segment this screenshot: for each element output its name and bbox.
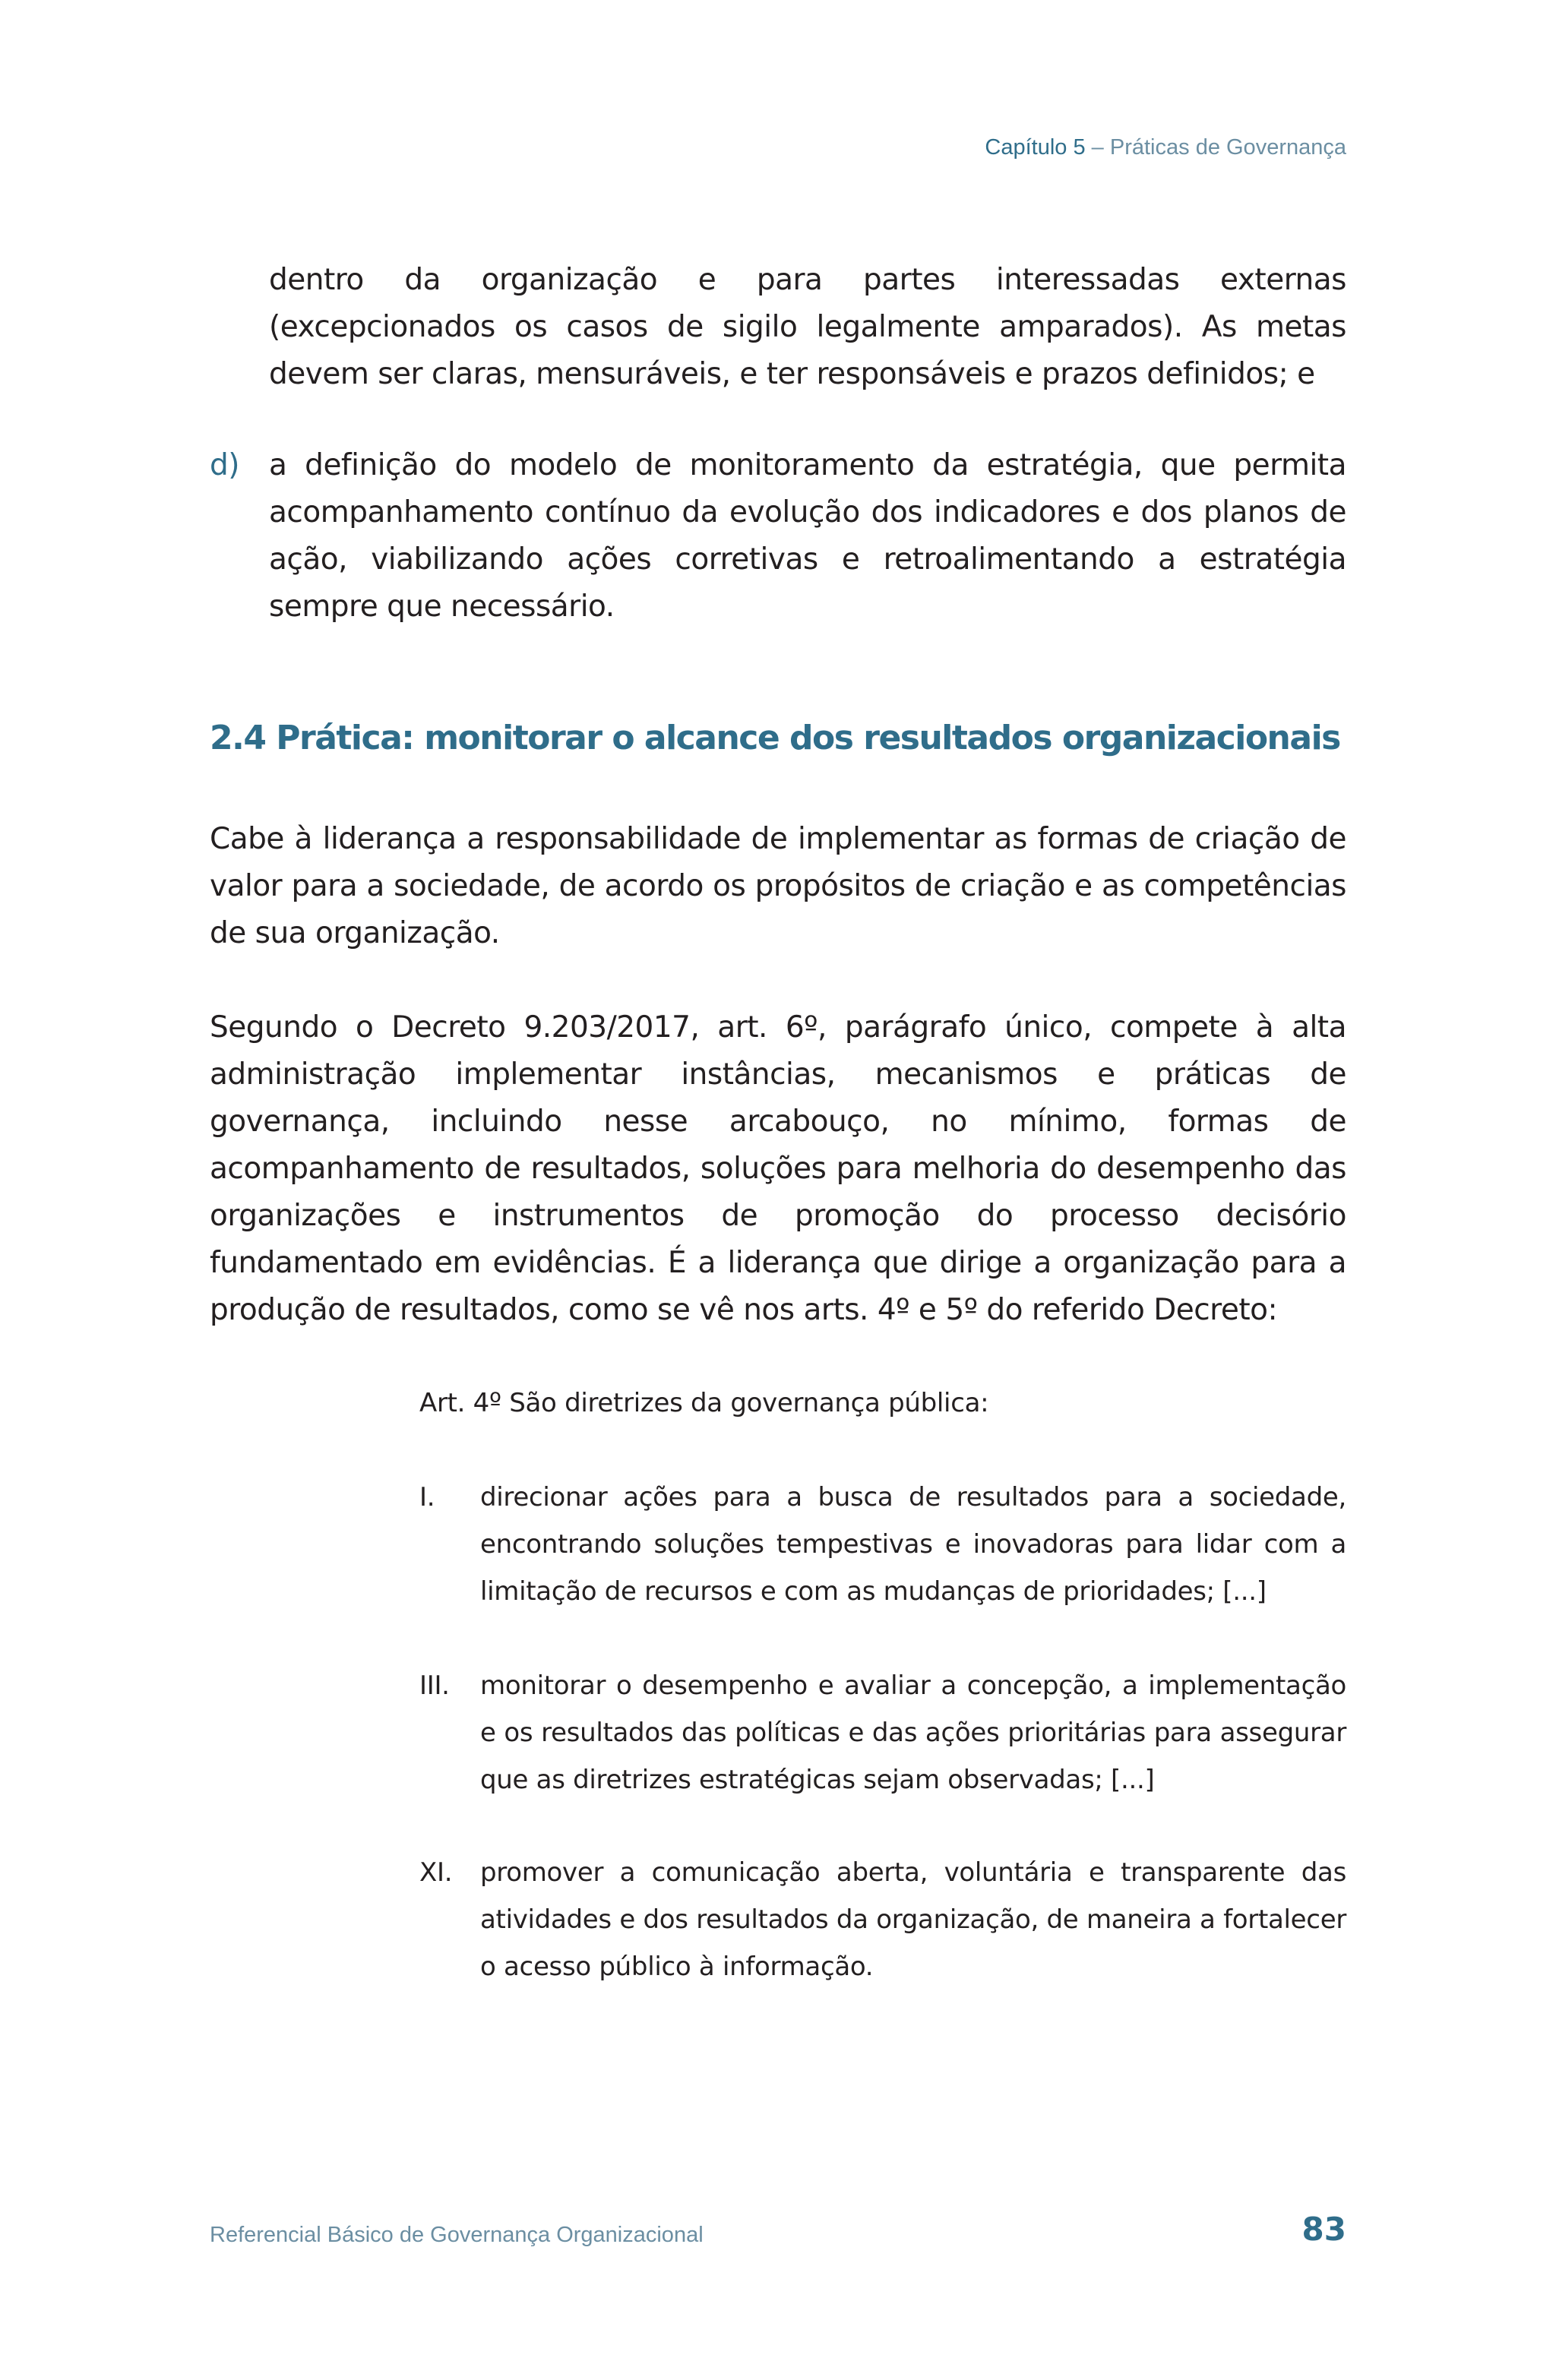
list-item-text: a definição do modelo de monitoramento da estratégia, que permita acompanhamento contínuo da evolução dos indicadores e dos planos de ação, viabilizando ações corretivas e retroalimentando a estratégia sempre que necessário. (269, 448, 1346, 624)
header-separator: – (1085, 135, 1110, 160)
quote-item (419, 1662, 1346, 1803)
quote-item-text: monitorar o desempenho e avaliar a concepção, a implementação e os resultados das políticas e das ações prioritárias para assegurar que as diretrizes estratégicas sejam observadas; [...] (480, 1670, 1346, 1795)
quote-item (419, 1849, 1346, 1990)
paragraph-2: Segundo o Decreto 9.203/2017, art. 6º, parágrafo único, compete à alta administração implementar instâncias, mecanismos e práticas de governança, incluindo nesse arcabouço, no mínimo, formas de acompanhamento de resultados, soluções para melhoria do desempenho das organizações e instrumentos de promoção do processo decisório fundamentado em evidências. É a liderança que dirige a organização para a produção de resultados, como se vê nos arts. 4º e 5º do referido Decreto: (210, 1010, 1346, 1327)
continuation-paragraph: dentro da organização e para partes interessadas externas (excepcionados os casos de sigilo legalmente amparados). As metas devem ser claras, mensuráveis, e ter responsáveis e prazos definidos; e (269, 263, 1346, 391)
quote-item-number: XI. (419, 1857, 453, 1888)
quote-intro: Art. 4º São diretrizes da governança pública: (419, 1388, 989, 1418)
paragraph-1: Cabe à liderança a responsabilidade de implementar as formas de criação de valor para a sociedade, de acordo os propósitos de criação e as competências de sua organização. (210, 822, 1346, 950)
running-header (985, 135, 1346, 160)
section-heading: 2.4 Prática: monitorar o alcance dos resultados organizacionais (210, 719, 1340, 757)
quote-item-number: I. (419, 1482, 435, 1512)
quote-item-text: promover a comunicação aberta, voluntária e transparente das atividades e dos resultados da organização, de maneira a fortalecer o acesso público à informação. (480, 1857, 1346, 1982)
quote-item-text: direcionar ações para a busca de resultados para a sociedade, encontrando soluções tempestivas e inovadoras para lidar com a limitação de recursos e com as mudanças de prioridades; [...] (480, 1482, 1346, 1607)
page-number: 83 (1301, 2211, 1346, 2248)
quote-item (419, 1474, 1346, 1615)
header-chapter: Capítulo 5 (985, 135, 1086, 160)
list-marker: d) (210, 448, 239, 482)
list-item-d (210, 442, 1346, 631)
quote-item-number: III. (419, 1670, 450, 1701)
header-section: Práticas de Governança (1109, 135, 1346, 160)
footer-title: Referencial Básico de Governança Organizacional (210, 2223, 704, 2247)
